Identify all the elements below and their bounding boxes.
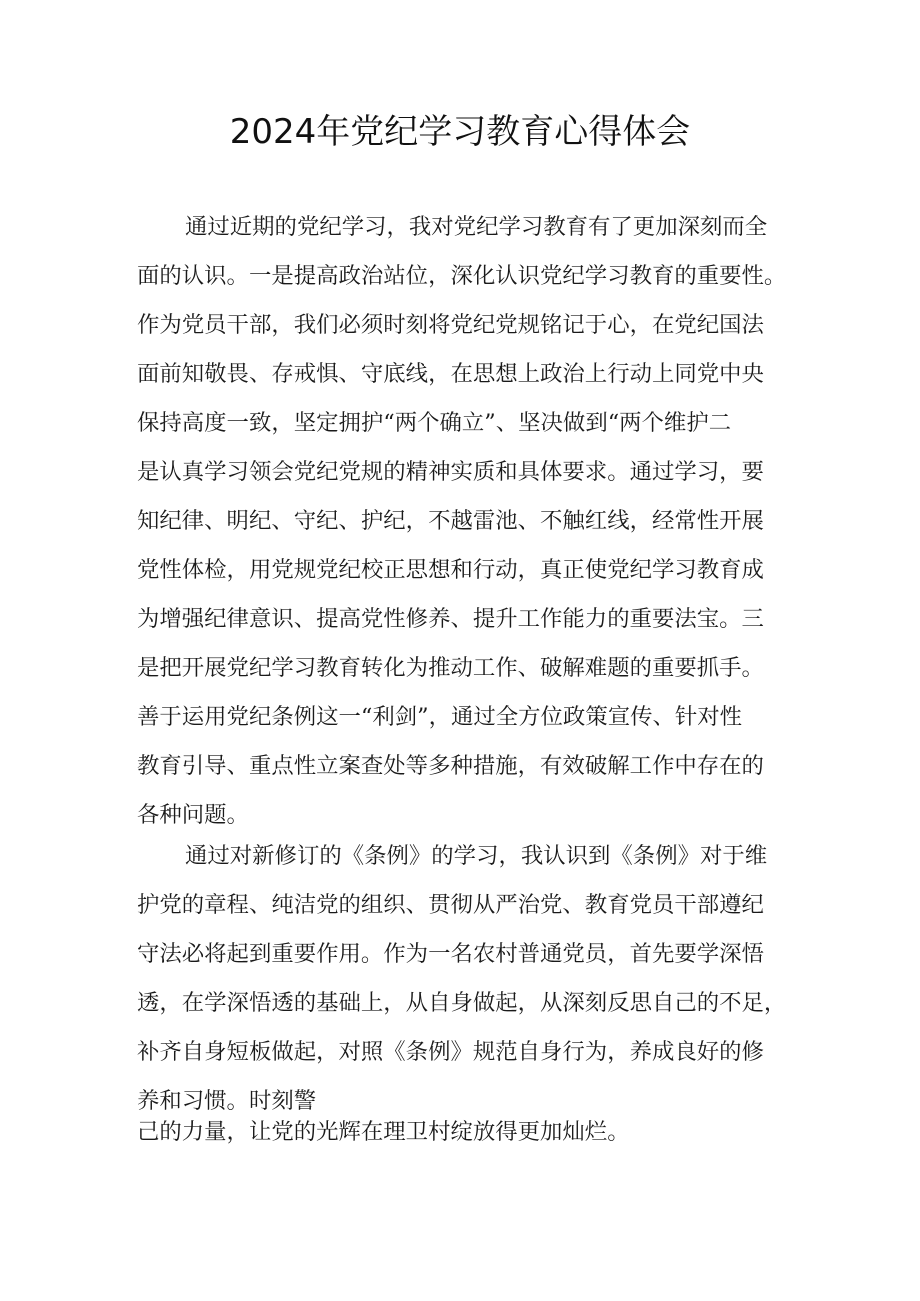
paragraph-line: 党性体检，用党规党纪校正思想和行动，真正使党纪学习教育成 xyxy=(137,557,764,583)
paragraph-line: 护党的章程、纯洁党的组织、贯彻从严治党、教育党员干部遵纪 xyxy=(137,892,764,918)
paragraph-line: 为增强纪律意识、提高党性修养、提升工作能力的重要法宝。三 xyxy=(137,606,764,632)
paragraph-line: 各种问题。 xyxy=(137,802,249,828)
document-title: 2024年党纪学习教育心得体会 xyxy=(229,112,691,152)
paragraph-line: 是把开展党纪学习教育转化为推动工作、破解难题的重要抓手。 xyxy=(137,655,764,681)
paragraph-line: 透，在学深悟透的基础上，从自身做起，从深刻反思自己的不足， xyxy=(137,990,787,1016)
paragraph-line: 知纪律、明纪、守纪、护纪，不越雷池、不触红线，经常性开展 xyxy=(137,508,764,534)
paragraph-line: 保持高度一致，坚定拥护“两个确立”、坚决做到“两个维护二 xyxy=(137,410,732,436)
paragraph-line: 通过对新修订的《条例》的学习，我认识到《条例》对于维 xyxy=(185,843,768,869)
paragraph-line: 通过近期的党纪学习，我对党纪学习教育有了更加深刻而全 xyxy=(185,214,768,240)
paragraph-line: 教育引导、重点性立案查处等多种措施，有效破解工作中存在的 xyxy=(137,753,764,779)
paragraph-line: 养和习惯。时刻警 xyxy=(137,1088,317,1114)
paragraph-line: 补齐自身短板做起，对照《条例》规范自身行为，养成良好的修 xyxy=(137,1039,764,1065)
paragraph-line: 是认真学习领会党纪党规的精神实质和具体要求。通过学习，要 xyxy=(137,459,764,485)
paragraph-line: 面前知敬畏、存戒惧、守底线，在思想上政治上行动上同党中央 xyxy=(137,361,764,387)
paragraph-line: 善于运用党纪条例这一“利剑”，通过全方位政策宣传、针对性 xyxy=(137,704,743,730)
paragraph-line: 作为党员干部，我们必须时刻将党纪党规铭记于心，在党纪国法 xyxy=(137,312,764,338)
paragraph-line: 守法必将起到重要作用。作为一名农村普通党员，首先要学深悟 xyxy=(137,941,764,967)
paragraph-1 xyxy=(137,203,797,840)
paragraph-2 xyxy=(137,832,797,1126)
tail-line: 己的力量，让党的光辉在理卫村绽放得更加灿烂。 xyxy=(137,1119,630,1145)
paragraph-line: 面的认识。一是提高政治站位，深化认识党纪学习教育的重要性。 xyxy=(137,263,787,289)
